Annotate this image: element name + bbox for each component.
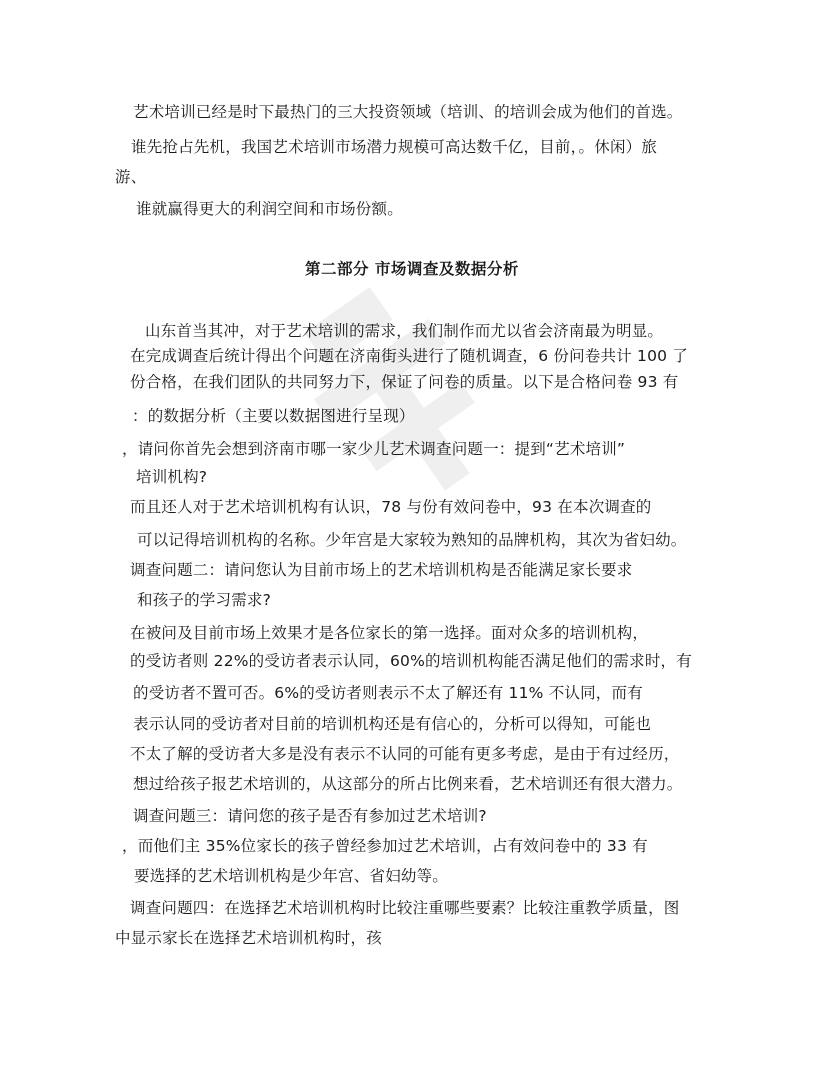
body-line: 调查问题二：请问您认为目前市场上的艺术培训机构是否能满足家长要求 — [130, 561, 633, 579]
body-line: 的受访者则 22%的受访者表示认同，60%的培训机构能否满足他们的需求时，有 — [130, 652, 692, 670]
intro-line-1: 艺术培训已经是时下最热门的三大投资领域（培训、的培训会成为他们的首选。 — [133, 103, 683, 121]
body-line: 可以记得培训机构的名称。少年宫是大家较为熟知的品牌机构，其次为省妇幼。 — [137, 531, 687, 549]
body-line: 想过给孩子报艺术培训的，从这部分的所占比例来看，艺术培训还有很大潜力。 — [133, 775, 683, 793]
body-line: 在完成调查后统计得出个问题在济南街头进行了随机调查，6 份问卷共计 100 了 — [130, 347, 689, 365]
body-line: 不太了解的受访者大多是没有表示不认同的可能有更多考虑，是由于有过经历， — [130, 745, 680, 763]
intro-line-2: 谁先抢占先机，我国艺术培训市场潜力规模可高达数千亿，目前，。休闲）旅 — [131, 138, 658, 156]
body-line: 调查问题三：请问您的孩子是否有参加过艺术培训? — [133, 807, 487, 825]
body-line: 中显示家长在选择艺术培训机构时，孩 — [115, 929, 382, 947]
body-line: 份合格，在我们团队的共同努力下，保证了问卷的质量。以下是合格问卷 93 有 — [130, 373, 679, 391]
body-line: ，而他们主 35%位家长的孩子曾经参加过艺术培训，占有效问卷中的 33 有 — [122, 837, 648, 855]
body-line: 在被问及目前市场上效果才是各位家长的第一选择。面对众多的培训机构， — [130, 624, 649, 642]
intro-line-4: 谁就赢得更大的利润空间和市场份额。 — [136, 200, 403, 218]
body-line: 要选择的艺术培训机构是少年宫、省妇幼等。 — [134, 867, 449, 885]
body-line: 的受访者不置可否。6%的受访者则表示不太了解还有 11% 不认同，而有 — [133, 684, 643, 702]
section-title: 第二部分 市场调查及数据分析 — [305, 260, 519, 278]
intro-line-3: 游、 — [115, 168, 147, 186]
body-line: 培训机构? — [136, 468, 208, 486]
body-line: 山东首当其冲，对于艺术培训的需求，我们制作而尤以省会济南最为明显。 — [145, 322, 664, 340]
body-line: ：的数据分析（主要以数据图进行呈现） — [132, 407, 415, 425]
body-line: ，请问你首先会想到济南市哪一家少儿艺术调查问题一：提到“艺术培训” — [122, 440, 626, 458]
body-line: 表示认同的受访者对目前的培训机构还是有信心的，分析可以得知，可能也 — [133, 715, 652, 733]
body-line: 而且还人对于艺术培训机构有认识，78 与份有效问卷中，93 在本次调查的 — [130, 498, 652, 516]
body-line: 调查问题四：在选择艺术培训机构时比较注重哪些要素？比较注重教学质量，图 — [130, 899, 680, 917]
body-line: 和孩子的学习需求? — [137, 591, 272, 609]
